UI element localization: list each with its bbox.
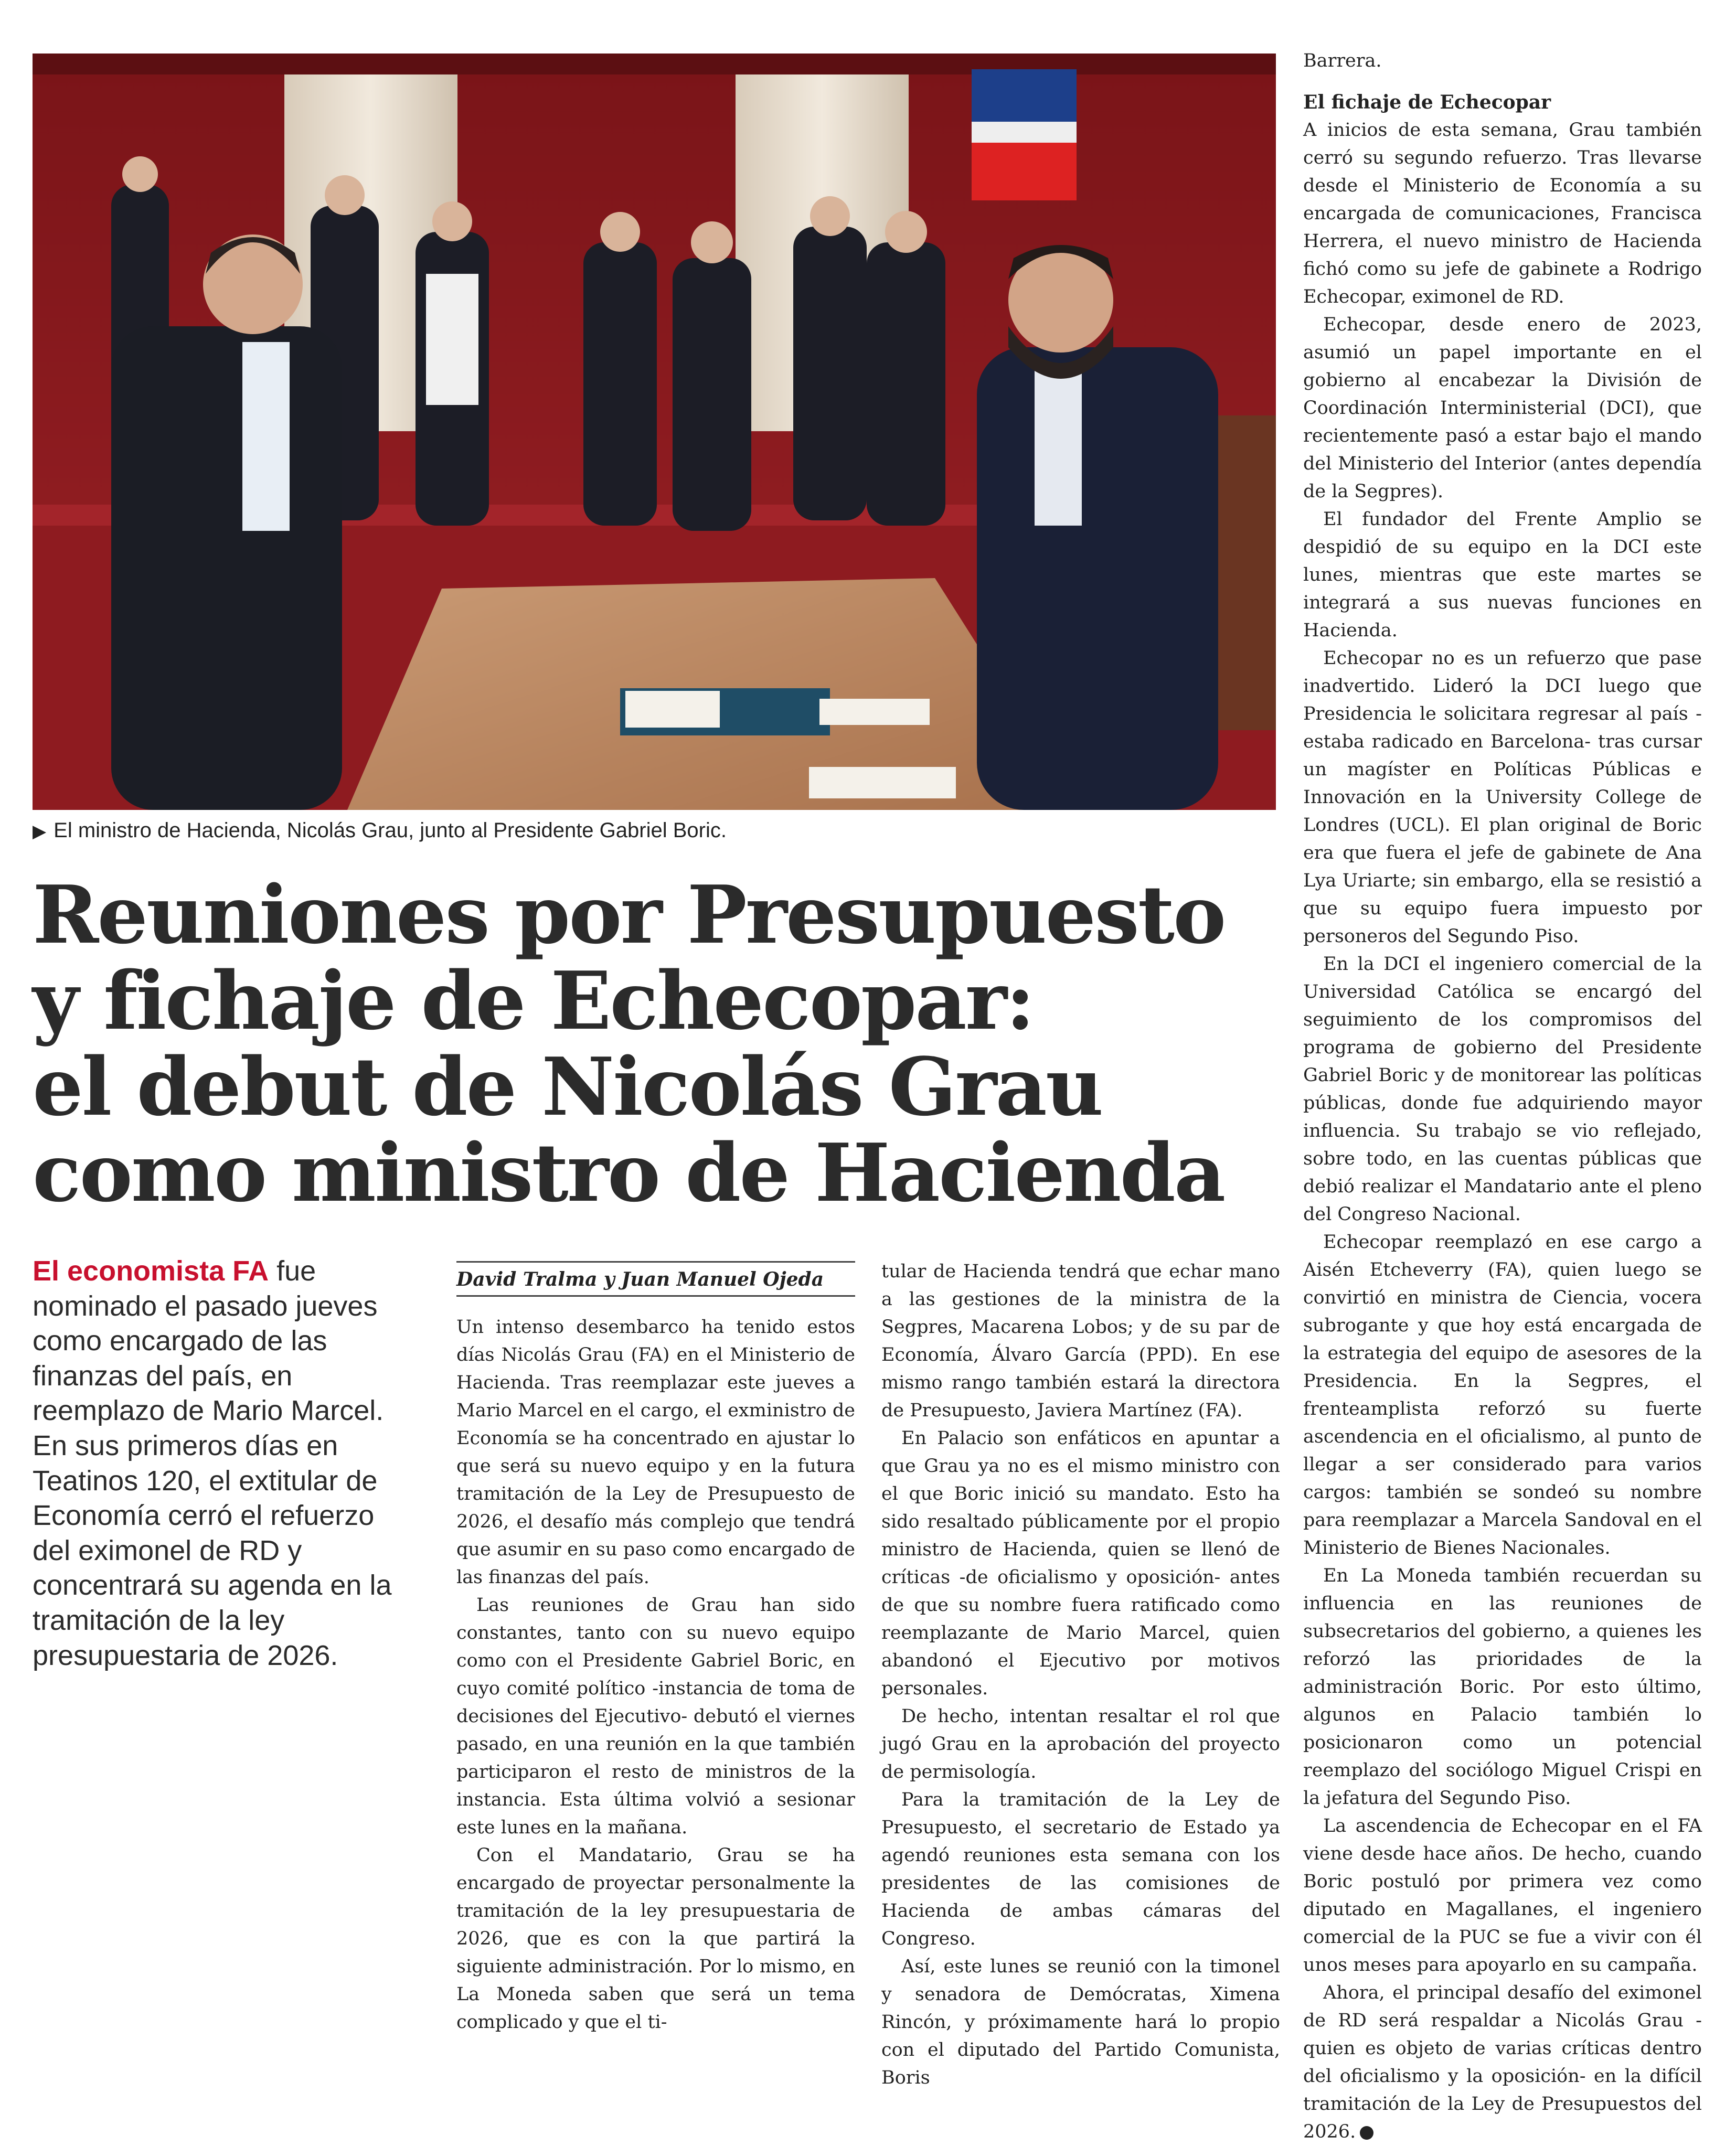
lead-paragraph: [33, 1254, 410, 1673]
article-column-3: [1303, 47, 1702, 2146]
body-paragraph: La ascendencia de Echecopar en el FA viene desde hace años. De hecho, cuando Boric postuló por primera vez como diputado en Magallanes, el ingeniero comercial de la PUC se fue a vivir con él unos meses para apoyarlo en su campaña.: [1303, 1816, 1702, 1976]
end-of-article-icon: [1360, 2126, 1373, 2140]
photo-caption: [33, 816, 1276, 846]
body-paragraph: tular de Hacienda tendrá que echar mano a las gestiones de la ministra de la Segpres, Macarena Lobos; y de su par de Economía, Álvaro García (PPD). En ese mismo rango también estará la directora de Presupuesto, Javiera Martínez (FA).: [881, 1261, 1280, 1421]
body-paragraph: Echecopar reemplazó en ese cargo a Aisén Etcheverry (FA), quien luego se convirtió en ministra de Ciencia, vocera subrogante y que hoy está encargada de la estrategia del equipo de asesores de la Presidencia. En la Segpres, el frenteamplista reforzó su fuerte ascendencia en el oficialismo, al punto de llegar a ser considerado para varios cargos: también se sondeó su nombre para reemplazar a Marcela Sandoval en el Ministerio de Bienes Nacionales.: [1303, 1232, 1702, 1558]
body-paragraph-final: [1303, 1979, 1702, 2146]
headline-line-4: como ministro de Hacienda: [33, 1126, 1224, 1220]
body-paragraph: Echecopar no es un refuerzo que pase inadvertido. Lideró la DCI luego que Presidencia le solicitara regresar al país -estaba radicado en Barcelona- tras cursar un magíster en Políticas Públicas e Innovación en la University College de Londres (UCL). El plan original de Boric era que fuera el jefe de gabinete de Ana Lya Uriarte; sin embargo, ella se resistió a que su equipo fuera impuesto por personeros del Segundo Piso.: [1303, 648, 1702, 947]
triangle-right-icon: ▶: [33, 821, 47, 841]
final-paragraph-text: Ahora, el principal desafío del eximonel de RD será respaldar a Nicolás Grau -quien es objeto de varias críticas dentro del oficialismo y la oposición- en la difícil tramitación de la Ley de Presupuestos del 2026.: [1303, 1982, 1702, 2142]
body-paragraph: Echecopar, desde enero de 2023, asumió un papel importante en el gobierno al encabezar la División de Coordinación Interministerial (DCI), que recientemente pasó a estar bajo el mando del Ministerio del Interior (antes dependía de la Segpres).: [1303, 314, 1702, 502]
body-paragraph: En La Moneda también recuerdan su influencia en las reuniones de subsecretarios del gobierno, a quienes les reforzó las prioridades de la administración Boric. Por esto último, algunos en Palacio también lo posicionaron como un potencial reemplazo del sociólogo Miguel Crispi en la jefatura del Segundo Piso.: [1303, 1565, 1702, 1809]
body-paragraph: Para la tramitación de la Ley de Presupuesto, el secretario de Estado ya agendó reuniones esta semana con los presidentes de las comisiones de Hacienda de ambas cámaras del Congreso.: [881, 1789, 1280, 1949]
body-paragraph: En Palacio son enfáticos en apuntar a que Grau ya no es el mismo ministro con el que Boric inició su mandato. Esto ha sido resaltado públicamente por el propio ministro de Hacienda, quien se llenó de críticas -de oficialismo y oposición- antes de que su nombre fuera ratificado como reemplazante de Mario Marcel, quien abandonó el Ejecutivo por motivos personales.: [881, 1428, 1280, 1699]
headline-line-3: el debut de Nicolás Grau: [33, 1040, 1102, 1134]
photo-caption-text: El ministro de Hacienda, Nicolás Grau, junto al Presidente Gabriel Boric.: [54, 819, 727, 842]
body-paragraph: El fundador del Frente Amplio se despidió de su equipo en la DCI este lunes, mientras que este martes se integrará a sus nuevas funciones en Hacienda.: [1303, 509, 1702, 641]
lead-text: fue nominado el pasado jueves como encargado de las finanzas del país, en reemplazo de Mario Marcel. En sus primeros días en Teatinos 120, el extitular de Economía cerró el refuerzo del eximonel de RD y concentrará su agenda en la tramitación de la ley presupuestaria de 2026.: [33, 1255, 392, 1671]
body-paragraph: Barrera.: [1303, 50, 1382, 71]
body-paragraph: Así, este lunes se reunió con la timonel y senadora de Demócratas, Ximena Rincón, y próximamente hará lo propio con el diputado del Partido Comunista, Boris: [881, 1956, 1280, 2088]
body-paragraph: A inicios de esta semana, Grau también cerró su segundo refuerzo. Tras llevarse desde el Ministerio de Economía a su encargada de comunicaciones, Francisca Herrera, el nuevo ministro de Hacienda fichó como su jefe de gabinete a Rodrigo Echecopar, eximonel de RD.: [1303, 120, 1702, 307]
headline: [33, 868, 1225, 1220]
body-paragraph: Con el Mandatario, Grau se ha encargado de proyectar personalmente la tramitación de la ley presupuestaria de 2026, que es con la que partirá la siguiente administración. Por lo mismo, en La Moneda saben que será un tema complicado y que el ti-: [456, 1845, 855, 2033]
article-photo: [33, 54, 1276, 810]
byline: David Tralma y Juan Manuel Ojeda: [456, 1261, 855, 1297]
lead-kicker: El economista FA: [33, 1255, 269, 1287]
section-subhead: El fichaje de Echecopar: [1303, 91, 1551, 113]
spacer: [1303, 75, 1702, 89]
body-paragraph: En la DCI el ingeniero comercial de la Universidad Católica se encargó del seguimiento de los compromisos del programa de gobierno del Presidente Gabriel Boric y de monitorear las políticas públicas, donde fue adquiriendo mayor influencia. Su trabajo se vio reflejado, sobre todo, en las cuentas públicas que debió realizar el Mandatario ante el pleno del Congreso Nacional.: [1303, 954, 1702, 1225]
body-paragraph: Las reuniones de Grau han sido constantes, tanto con su nuevo equipo como con el Presidente Gabriel Boric, en cuyo comité político -instancia de toma de decisiones del Ejecutivo- debutó el viernes pasado, en una reunión en la que también participaron el resto de ministros de la instancia. Esta última volvió a sesionar este lunes en la mañana.: [456, 1595, 855, 1838]
headline-line-2: y fichaje de Echecopar:: [33, 954, 1034, 1048]
body-paragraph: De hecho, intentan resaltar el rol que jugó Grau en la aprobación del proyecto de permisología.: [881, 1706, 1280, 1782]
article-column-1: [456, 1314, 855, 2036]
ceremony-photo-illustration: [33, 54, 1276, 810]
article-column-2: [881, 1258, 1280, 2092]
body-paragraph: Un intenso desembarco ha tenido estos días Nicolás Grau (FA) en el Ministerio de Hacienda. Tras reemplazar este jueves a Mario Marcel en el cargo, el exministro de Economía se ha concentrado en ajustar lo que será su nuevo equipo y en la futura tramitación de la Ley de Presupuesto de 2026, el desafío más complejo que tendrá que asumir en su paso como encargado de las finanzas del país.: [456, 1317, 855, 1588]
headline-line-1: Reuniones por Presupuesto: [33, 868, 1225, 962]
